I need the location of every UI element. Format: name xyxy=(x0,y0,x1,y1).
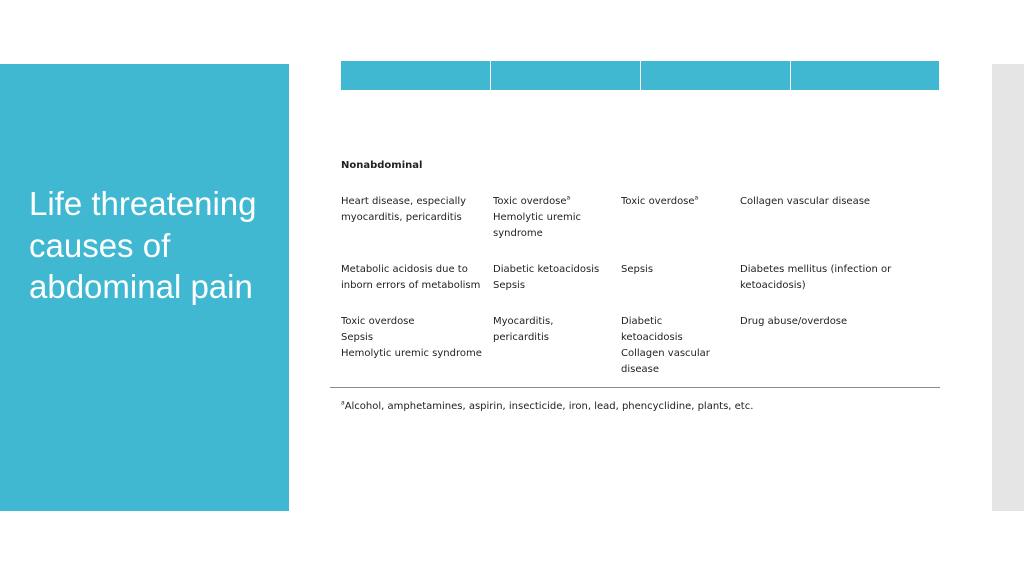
table-divider xyxy=(330,387,940,388)
cell-line: Toxic overdose xyxy=(493,196,567,207)
table-header-cell xyxy=(640,61,790,90)
footnote-text: Alcohol, amphetamines, aspirin, insecticide, iron, lead, phencyclidine, plants, etc. xyxy=(344,401,754,412)
table-cell xyxy=(493,194,581,242)
table-cell: Sepsis xyxy=(621,264,654,275)
table-cell: Collagen vascular disease xyxy=(740,196,871,207)
footnote-marker: a xyxy=(566,194,571,202)
table-header-cell xyxy=(341,61,490,90)
table-header-cell xyxy=(490,61,640,90)
table-header-cell xyxy=(790,61,939,90)
table-cell xyxy=(621,194,698,210)
table-cell: Drug abuse/overdose xyxy=(740,316,848,327)
table-cell: Toxic overdose Sepsis Hemolytic uremic syndrome xyxy=(341,316,482,359)
side-strip xyxy=(992,64,1024,511)
section-label: Nonabdominal xyxy=(341,160,423,171)
table-cell: Diabetic ketoacidosis Collagen vascular disease xyxy=(621,316,710,375)
table-cell: Diabetes mellitus (infection or ketoacidosis) xyxy=(740,264,892,291)
cell-text: Toxic overdose xyxy=(621,196,695,207)
table-cell: Metabolic acidosis due to inborn errors of metabolism xyxy=(341,264,481,291)
footnote xyxy=(341,399,753,415)
table-cell: Myocarditis, pericarditis xyxy=(493,316,554,343)
cell-line: Hemolytic uremic syndrome xyxy=(493,212,582,239)
table-cell: Diabetic ketoacidosis Sepsis xyxy=(493,264,600,291)
slide-title: Life threatening causes of abdominal pain xyxy=(29,185,257,305)
cell-text-with-footnote xyxy=(493,196,581,239)
footnote-marker: a xyxy=(694,194,699,202)
footnote-marker: a xyxy=(341,399,345,407)
table-cell: Heart disease, especially myocarditis, pericarditis xyxy=(341,196,467,223)
table-header-bar xyxy=(341,61,939,90)
